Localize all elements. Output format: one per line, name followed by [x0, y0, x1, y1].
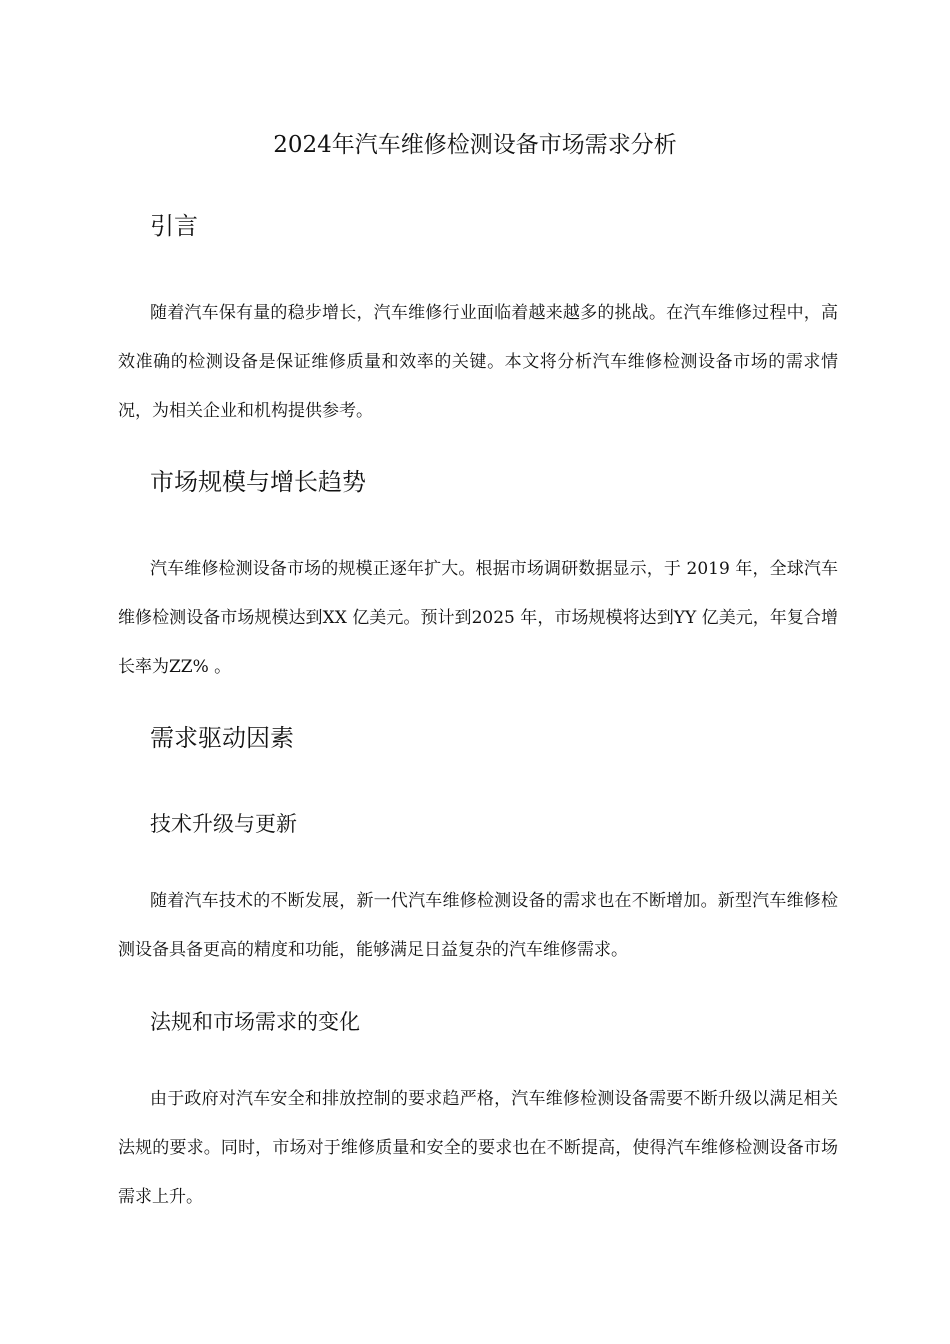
subsection-paragraph-tech-upgrade: 随着汽车技术的不断发展，新一代汽车维修检测设备的需求也在不断增加。新型汽车维修检测设备具备更高的精度和功能，能够满足日益复杂的汽车维修需求。: [118, 891, 838, 960]
document-title: 2024年汽车维修检测设备市场需求分析: [273, 132, 677, 158]
section-heading-demand-drivers: 需求驱动因素: [150, 724, 294, 752]
subsection-paragraph-regulation-change: 由于政府对汽车安全和排放控制的要求趋严格，汽车维修检测设备需要不断升级以满足相关法规的要求。同时，市场对于维修质量和安全的要求也在不断提高，使得汽车维修检测设备市场需求上升。: [118, 1089, 838, 1207]
section-paragraph-introduction: 随着汽车保有量的稳步增长，汽车维修行业面临着越来越多的挑战。在汽车维修过程中，高效准确的检测设备是保证维修质量和效率的关键。本文将分析汽车维修检测设备市场的需求情况，为相关企业和机构提供参考。: [118, 303, 838, 421]
subsection-heading-regulation-change: 法规和市场需求的变化: [150, 1010, 360, 1034]
section-paragraph-market-size: 汽车维修检测设备市场的规模正逐年扩大。根据市场调研数据显示，于 2019 年，全球汽车维修检测设备市场规模达到XX 亿美元。预计到2025 年，市场规模将达到YY 亿美元，年复合增长率为ZZ% 。: [118, 559, 838, 677]
section-heading-market-size: 市场规模与增长趋势: [150, 468, 366, 496]
section-heading-introduction: 引言: [150, 212, 198, 240]
subsection-heading-tech-upgrade: 技术升级与更新: [150, 812, 297, 836]
